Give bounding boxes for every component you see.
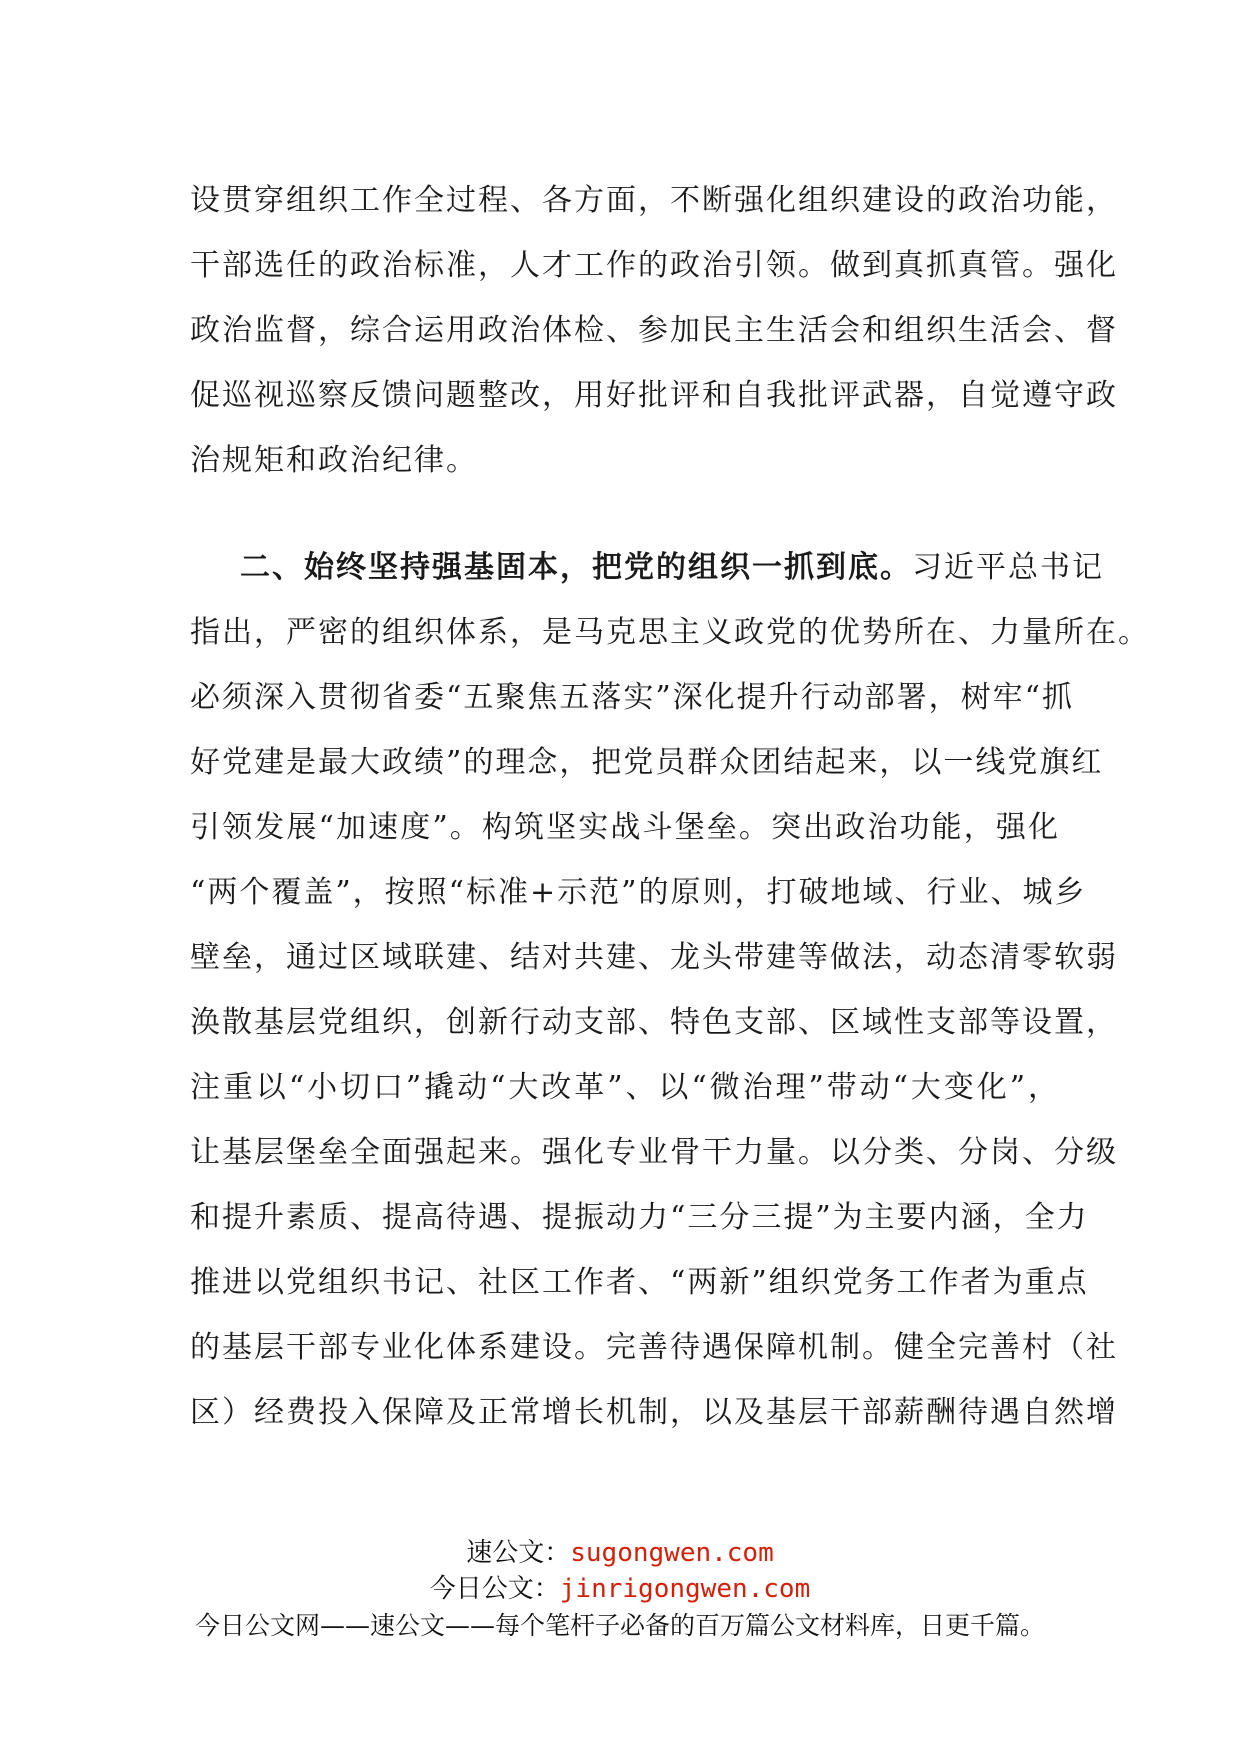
paragraph-2-first-line-text: 习近平总书记 bbox=[912, 550, 1104, 585]
paragraph-1-line: 干部选任的政治标准，人才工作的政治引领。做到真抓真管。强化 bbox=[190, 248, 1118, 283]
footer-sugongwen bbox=[0, 1532, 1240, 1569]
jinrigongwen-link[interactable]: jinrigongwen.com bbox=[559, 1574, 811, 1604]
paragraph-2-line: 和提升素质、提高待遇、提振动力“三分三提”为主要内涵，全力 bbox=[190, 1200, 1089, 1235]
section-heading: 二、始终坚持强基固本，把党的组织一抓到底。 bbox=[240, 550, 912, 585]
paragraph-2-line: 涣散基层党组织，创新行动支部、特色支部、区域性支部等设置， bbox=[190, 1005, 1118, 1040]
document-body bbox=[190, 168, 1150, 1445]
paragraph-2-line: 好党建是最大政绩”的理念，把党员群众团结起来，以一线党旗红 bbox=[190, 745, 1104, 780]
paragraph-2-line: 推进以党组织书记、社区工作者、“两新”组织党务工作者为重点 bbox=[190, 1265, 1089, 1300]
paragraph-2-line: 让基层堡垒全面强起来。强化专业骨干力量。以分类、分岗、分级 bbox=[190, 1135, 1118, 1170]
paragraph-1-line: 促巡视巡察反馈问题整改，用好批评和自我批评武器，自觉遵守政 bbox=[190, 378, 1118, 413]
paragraph-2-line: 的基层干部专业化体系建设。完善待遇保障机制。健全完善村（社 bbox=[190, 1330, 1118, 1365]
footer-label: 速公文： bbox=[466, 1538, 571, 1568]
paragraph-spacer bbox=[190, 493, 1060, 535]
paragraph-2 bbox=[190, 535, 1150, 1445]
paragraph-1 bbox=[190, 168, 1118, 493]
paragraph-1-line: 设贯穿组织工作全过程、各方面，不断强化组织建设的政治功能， bbox=[190, 183, 1118, 218]
paragraph-1-line: 政治监督，综合运用政治体检、参加民主生活会和组织生活会、督 bbox=[190, 313, 1118, 348]
footer-label: 今日公文： bbox=[429, 1574, 560, 1604]
paragraph-2-first-line bbox=[190, 535, 1104, 600]
footer-tagline: 今日公文网——速公文——每个笔杆子必备的百万篇公文材料库，日更千篇。 bbox=[194, 1611, 1045, 1640]
paragraph-2-line: 区）经费投入保障及正常增长机制，以及基层干部薪酬待遇自然增 bbox=[190, 1395, 1118, 1430]
paragraph-2-line: 注重以“小切口”撬动“大改革”、以“微治理”带动“大变化”， bbox=[190, 1070, 1060, 1105]
paragraph-1-line: 治规矩和政治纪律。 bbox=[190, 443, 478, 478]
paragraph-2-line: 必须深入贯彻省委“五聚焦五落实”深化提升行动部署，树牢“抓 bbox=[190, 680, 1075, 715]
paragraph-2-line: 指出，严密的组织体系，是马克思主义政党的优势所在、力量所在。 bbox=[190, 615, 1150, 650]
paragraph-2-line: “两个覆盖”，按照“标准+示范”的原则，打破地域、行业、城乡 bbox=[190, 875, 1087, 910]
paragraph-2-line: 壁垒，通过区域联建、结对共建、龙头带建等做法，动态清零软弱 bbox=[190, 940, 1118, 975]
paragraph-2-line: 引领发展“加速度”。构筑坚实战斗堡垒。突出政治功能，强化 bbox=[190, 810, 1060, 845]
footer-jinrigongwen bbox=[0, 1568, 1240, 1605]
sugongwen-link[interactable]: sugongwen.com bbox=[570, 1538, 774, 1568]
